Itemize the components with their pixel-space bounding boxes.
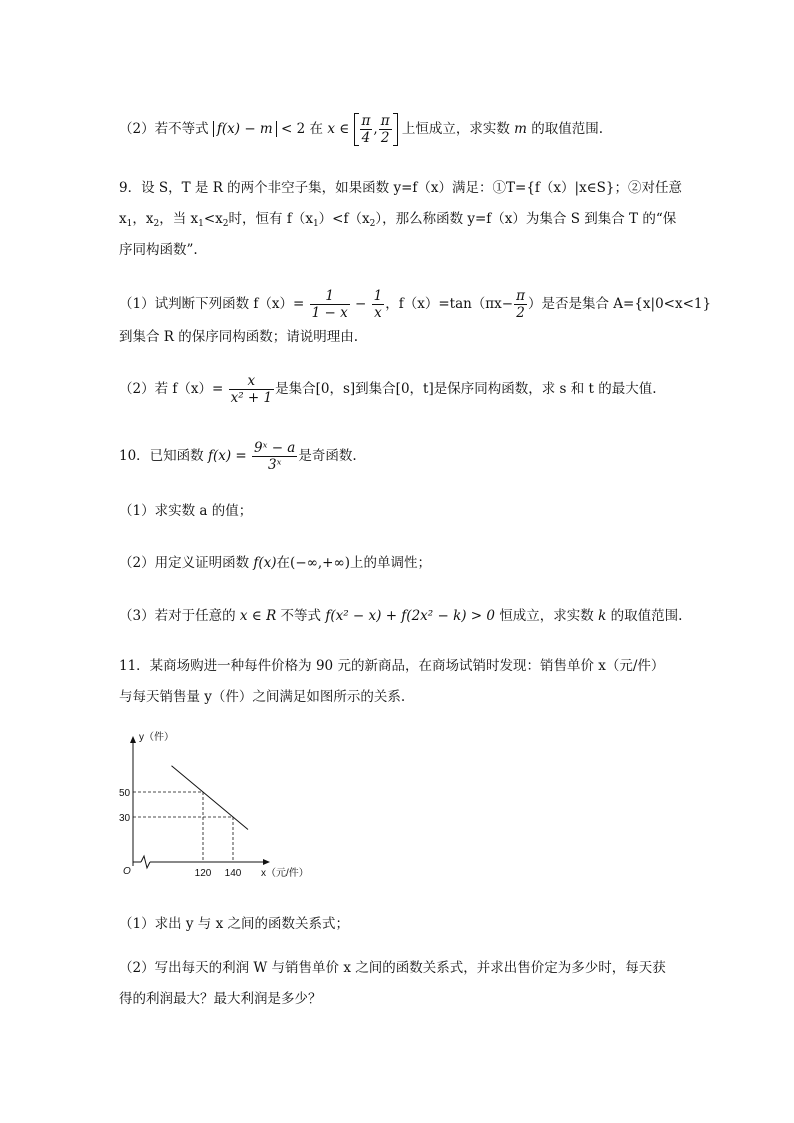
q9-text: 时，恒有 f（x xyxy=(228,211,313,227)
q10-inequality: f(x² − x) + f(2x² − k) > 0 xyxy=(325,608,496,624)
minus-sign: − xyxy=(355,296,367,312)
q11-part1: （1）求出 y 与 x 之间的函数关系式； xyxy=(119,916,349,932)
frac-den: x xyxy=(374,305,382,321)
q8-text: 的取值范围. xyxy=(531,121,604,137)
q9-part2 xyxy=(119,373,657,406)
q10-text: （2）用定义证明函数 xyxy=(119,555,250,571)
q8-abs-expression: f(x) − m xyxy=(213,121,277,137)
q10-fx: f(x) xyxy=(253,555,277,571)
frac-num: 9ˣ − a xyxy=(254,440,296,456)
frac-den: x² + 1 xyxy=(230,390,273,406)
demand-line xyxy=(172,766,249,830)
y-axis-arrow-icon xyxy=(130,736,136,743)
frac-num: 1 xyxy=(310,288,350,305)
frac-num: 1 xyxy=(373,288,383,304)
q11-line2: 与每天销售量 y（件）之间满足如图所示的关系. xyxy=(119,689,406,705)
q11-part2-line2: 得的利润最大？最大利润是多少？ xyxy=(119,991,322,1007)
q8-interval: $\frac{\pi}{4}$ , $\frac{\pi}{2}$ xyxy=(354,113,398,146)
q9-text: （2）若 f（x）= xyxy=(119,381,224,397)
origin-label: O xyxy=(123,866,131,877)
frac-den: 2 xyxy=(380,130,390,146)
frac-num: π xyxy=(516,288,525,304)
frac-den: 4 xyxy=(361,130,371,146)
q10-fx: f(x) = xyxy=(207,448,247,464)
q10-text: 在 xyxy=(276,555,291,571)
q9-text: ）是否是集合 A={x|0<x<1} xyxy=(527,296,712,312)
q8-m: m xyxy=(514,121,527,137)
frac-den: 2 xyxy=(516,305,525,321)
q8-part2 xyxy=(119,113,603,146)
q11-line1: 11．某商场购进一种每件价格为 90 元的新商品，在商场试销时发现：销售单价 x（元/件） xyxy=(119,658,665,674)
q8-text: 上恒成立，求实数 xyxy=(401,121,510,137)
q11-part2-line1: （2）写出每天的利润 W 与销售单价 x 之间的函数关系式，并求出售价定为多少时，每天获 xyxy=(119,960,666,976)
x-axis-label: x（元/件） xyxy=(261,868,309,879)
frac-den: 3ˣ xyxy=(268,457,282,473)
q9-text: 是集合[0，s]到集合[0，t]是保序同构函数，求 s 和 t 的最大值. xyxy=(275,381,657,397)
q10-line1 xyxy=(119,440,357,473)
q9-text: ），那么称函数 y=f（x）为集合 S 到集合 T 的“保 xyxy=(375,211,677,227)
q10-condition: x ∈ R xyxy=(239,608,277,624)
q9-line3: 序同构函数”. xyxy=(119,242,198,258)
q9-line1: 9．设 S，T 是 R 的两个非空子集，如果函数 y=f（x）满足：①T={f（x）|x∈S}；②对任意 xyxy=(119,180,683,196)
q8-text: < 2 在 xyxy=(281,121,324,137)
frac-num: x xyxy=(229,373,275,390)
q10-interval: (−∞,+∞) xyxy=(290,555,350,571)
q10-part3 xyxy=(119,606,682,626)
q10-text: （3）若对于任意的 xyxy=(119,608,236,624)
q8-variable: x ∈ xyxy=(327,121,350,137)
q10-part1: （1）求实数 a 的值； xyxy=(119,503,253,519)
q10-text: 不等式 xyxy=(280,608,322,624)
q9-text: ，f（x）=tan（πx− xyxy=(385,296,514,312)
x-tick-label: 140 xyxy=(224,868,242,879)
axis-break-icon xyxy=(141,856,150,868)
y-tick-label: 30 xyxy=(119,813,131,824)
sales-chart xyxy=(115,728,315,888)
q9-line2: $x_1$，$x_2$，当 $x_1<x_2$时，恒有 $f(x_1)<f(x_2)$，那么称函数 y=f（x）为集合 S 到集合 T 的“保 xyxy=(119,211,677,229)
y-tick-label: 50 xyxy=(119,788,131,799)
frac-num: π xyxy=(361,113,371,129)
q10-text: 10．已知函数 xyxy=(119,448,204,464)
q9-part1 xyxy=(119,288,711,321)
frac-num: π xyxy=(380,113,390,129)
y-axis-label: y（件） xyxy=(139,732,174,743)
x-tick-label: 120 xyxy=(194,868,212,879)
frac-den: 1 − x xyxy=(311,305,348,321)
q9-text: <x xyxy=(203,211,223,227)
q10-k: k xyxy=(598,608,607,624)
q10-text: 是奇函数. xyxy=(298,448,357,464)
q9-text: ，当 x xyxy=(159,211,199,227)
q10-text: 的取值范围. xyxy=(610,608,683,624)
q9-text: （1）试判断下列函数 f（x）= xyxy=(119,296,305,312)
q9-text: x xyxy=(119,211,127,227)
q9-text: ）<f（x xyxy=(318,211,370,227)
q9-text: ，x xyxy=(132,211,154,227)
q8-text: （2）若不等式 xyxy=(119,121,209,137)
q10-text: 恒成立，求实数 xyxy=(499,608,594,624)
q10-text: 上的单调性； xyxy=(350,555,431,571)
q10-part2 xyxy=(119,553,431,573)
q9-part1-line2: 到集合 R 的保序同构函数；请说明理由. xyxy=(119,329,359,345)
x-axis-arrow-icon xyxy=(263,859,270,865)
